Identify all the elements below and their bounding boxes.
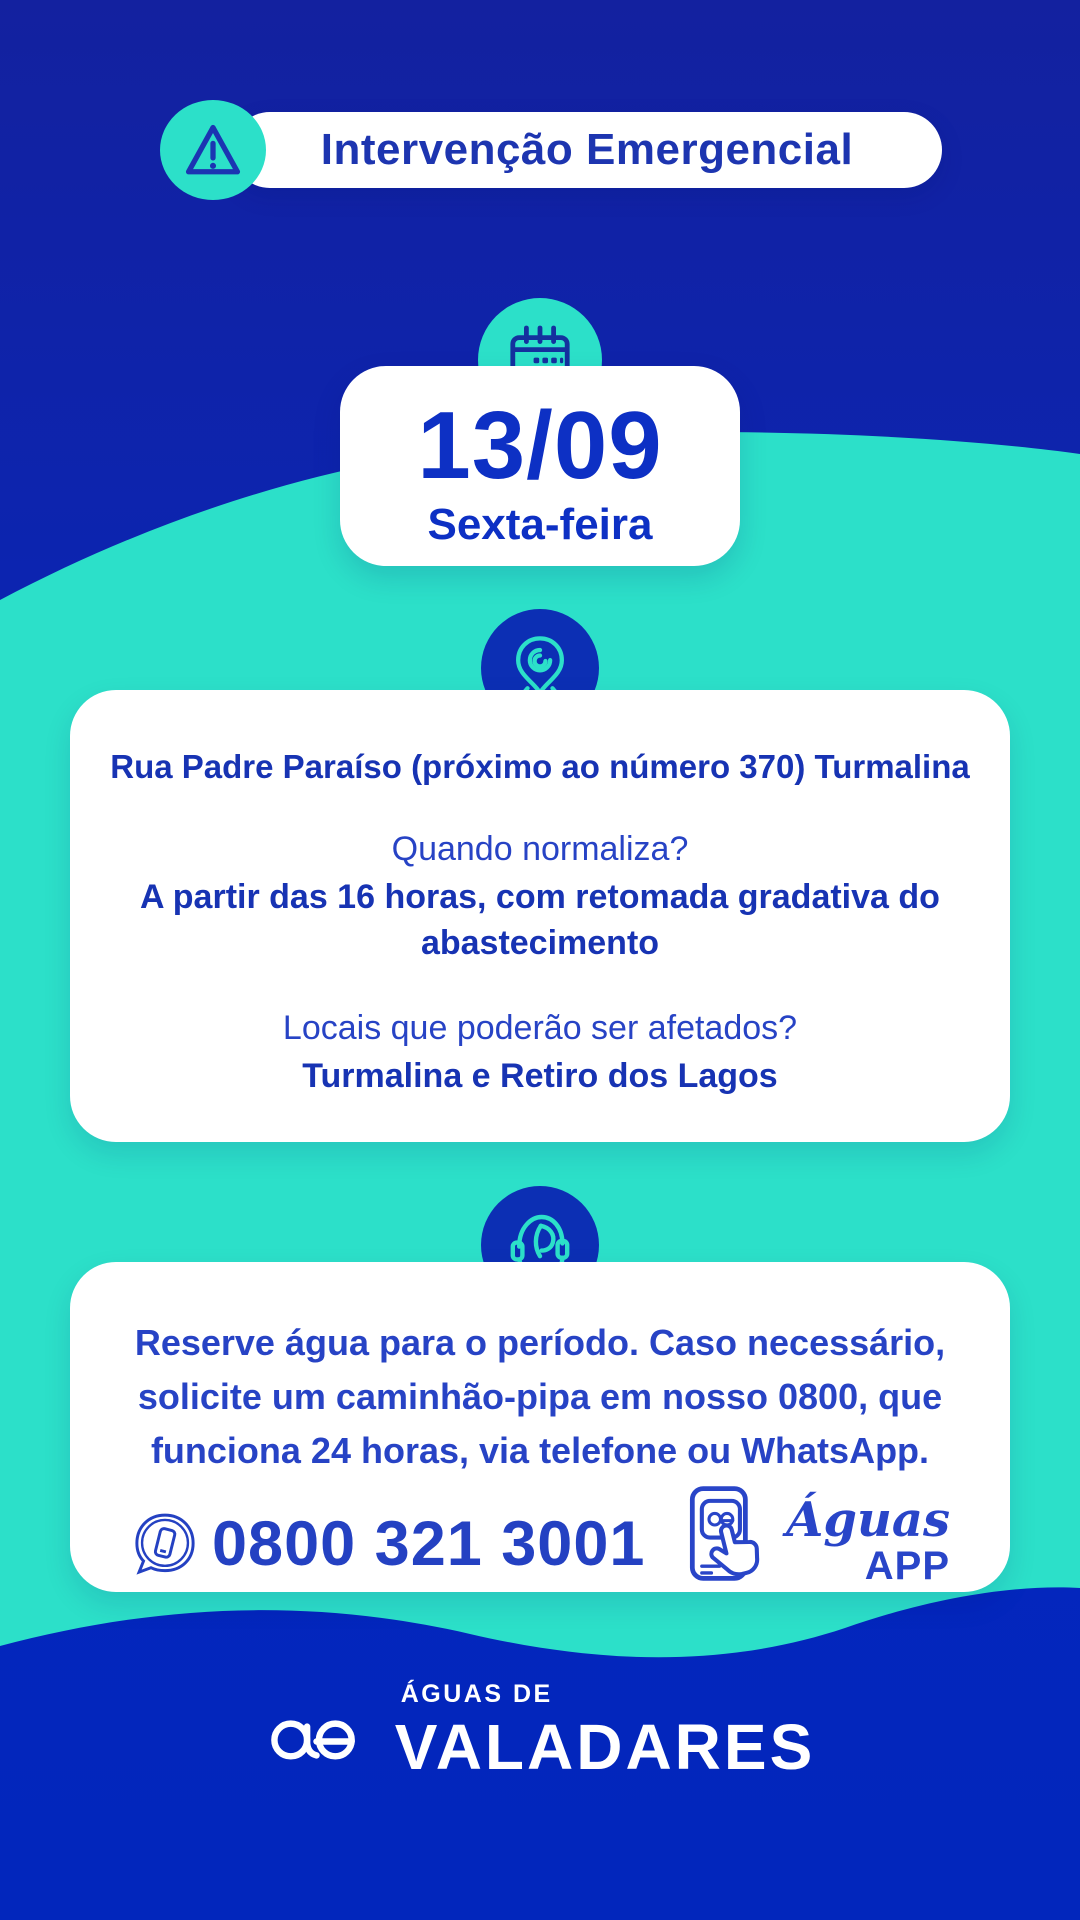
answer-affected-places: Turmalina e Retiro dos Lagos <box>302 1056 778 1095</box>
question-when-normalizes: Quando normaliza? <box>391 830 689 868</box>
brand-text <box>394 1680 816 1783</box>
brand-top-line: ÁGUAS DE <box>400 1680 553 1708</box>
aguas-app-badge <box>676 1482 950 1600</box>
intervention-weekday: Sexta-feira <box>427 500 653 549</box>
aguas-app-name: Águas <box>786 1492 950 1548</box>
whatsapp-phone-icon <box>128 1507 202 1581</box>
date-card <box>340 366 740 566</box>
footer-brand <box>0 1680 1080 1783</box>
support-phone-number: 0800 321 3001 <box>212 1509 646 1579</box>
support-message: Reserve água para o período. Caso necessário, solicite um caminhão-pipa em nosso 0800, que funciona 24 horas, via telefone ou WhatsApp. <box>134 1322 946 1471</box>
header-banner <box>232 112 942 188</box>
intervention-date: 13/09 <box>417 392 663 499</box>
aguas-app-wordmark <box>786 1492 950 1588</box>
question-affected-places: Locais que poderão ser afetados? <box>282 1008 798 1047</box>
aguas-app-suffix: APP <box>864 1544 950 1588</box>
answer-when-normalizes: A partir das 16 horas, com retomada gradativa do abastecimento <box>140 878 940 962</box>
warning-triangle-icon <box>180 117 246 183</box>
affected-address: Rua Padre Paraíso (próximo ao número 370) Turmalina <box>110 748 970 785</box>
brand-name: VALADARES <box>394 1711 816 1783</box>
intervention-info-card <box>70 690 1010 1142</box>
warning-badge <box>160 100 266 200</box>
aguas-app-icon <box>676 1482 778 1600</box>
contact-row <box>110 1488 970 1600</box>
support-card <box>70 1262 1010 1592</box>
phone-contact <box>128 1507 645 1581</box>
ae-brand-logo <box>265 1700 369 1778</box>
page-title: Intervenção Emergencial <box>320 125 854 174</box>
